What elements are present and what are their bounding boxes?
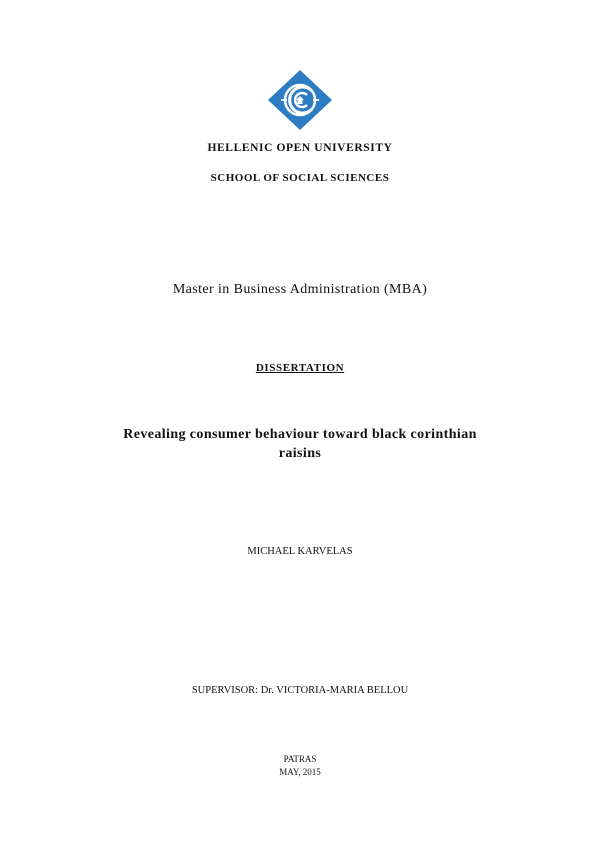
school-name: SCHOOL OF SOCIAL SCIENCES: [210, 172, 390, 184]
document-type: DISSERTATION: [255, 362, 345, 374]
date: MAY, 2015: [279, 767, 321, 777]
author-name: MICHAEL KARVELAS: [247, 546, 353, 557]
program-name: Master in Business Administration (MBA): [172, 282, 428, 297]
university-name: HELLENIC OPEN UNIVERSITY: [207, 142, 393, 154]
university-logo-icon: [267, 69, 333, 131]
place: PATRAS: [283, 754, 317, 764]
supervisor-name: SUPERVISOR: Dr. VICTORIA-MARIA BELLOU: [191, 685, 409, 696]
dissertation-title: [0, 425, 600, 463]
title-line-1: Revealing consumer behaviour toward black corinthian: [123, 427, 477, 442]
place-and-date: [0, 753, 600, 779]
title-line-2: raisins: [278, 446, 322, 461]
